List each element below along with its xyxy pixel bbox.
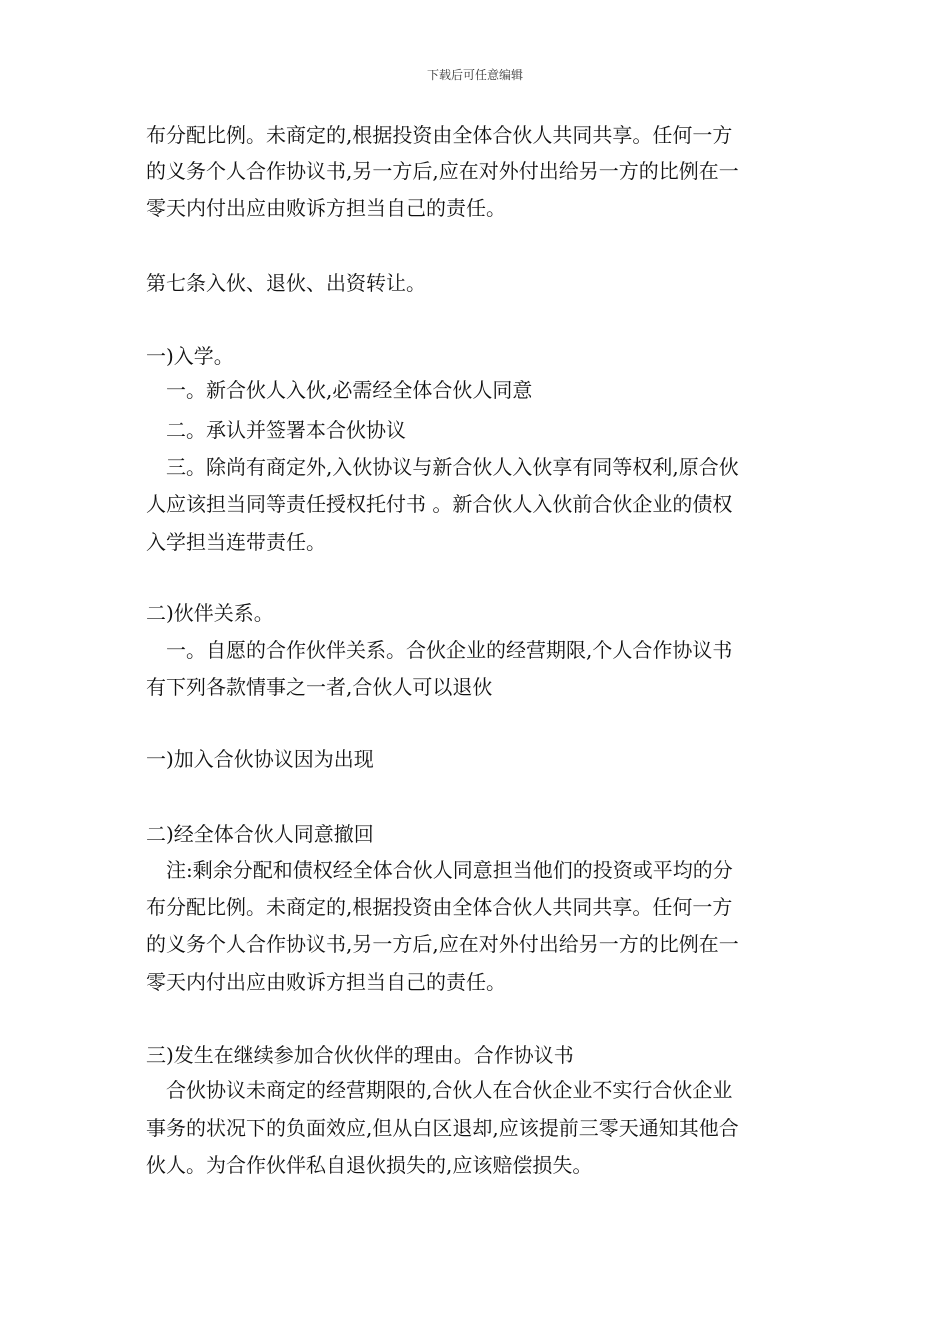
subsection-heading: 三)发生在继续参加合伙伙伴的理由。合作协议书 — [146, 1043, 574, 1067]
list-item: 一。自愿的合作伙伴关系。合伙企业的经营期限,个人合作协议书 — [166, 638, 733, 662]
note-line: 注:剩余分配和债权经全体合伙人同意担当他们的投资或平均的分 — [166, 858, 733, 882]
page-header: 下载后可任意编辑 — [426, 68, 523, 82]
paragraph-line: 布分配比例。未商定的,根据投资由全体合伙人共同共享。任何一方 — [146, 123, 733, 147]
paragraph-line: 的义务个人合作协议书,另一方后,应在对外付出给另一方的比例在一 — [146, 932, 739, 956]
section-heading: 第七条入伙、退伙、出资转让。 — [146, 271, 426, 295]
subsection-heading: 二)经全体合伙人同意撤回 — [146, 822, 374, 846]
list-item: 二。承认并签署本合伙协议 — [166, 418, 406, 442]
list-item: 三。除尚有商定外,入伙协议与新合伙人入伙享有同等权利,原合伙 — [166, 455, 739, 479]
paragraph-line: 零天内付出应由败诉方担当自己的责任。 — [146, 970, 506, 994]
subsection-heading: 二)伙伴关系。 — [146, 601, 274, 625]
paragraph-line: 有下列各款情事之一者,合伙人可以退伙 — [146, 675, 493, 699]
paragraph-line: 零天内付出应由败诉方担当自己的责任。 — [146, 196, 506, 220]
paragraph-line: 布分配比例。未商定的,根据投资由全体合伙人共同共享。任何一方 — [146, 895, 733, 919]
list-item: 一。新合伙人入伙,必需经全体合伙人同意 — [166, 378, 533, 402]
subsection-heading: 一)入学。 — [146, 344, 234, 368]
paragraph-line: 人应该担当同等责任授权托付书 。新合伙人入伙前合伙企业的债权 — [146, 492, 733, 516]
paragraph-line: 事务的状况下的负面效应,但从白区退却,应该提前三零天通知其他合 — [146, 1116, 739, 1140]
paragraph-line: 入学担当连带责任。 — [146, 530, 326, 554]
paragraph-line: 的义务个人合作协议书,另一方后,应在对外付出给另一方的比例在一 — [146, 159, 739, 183]
paragraph-line: 合伙协议未商定的经营期限的,合伙人在合伙企业不实行合伙企业 — [166, 1078, 733, 1102]
paragraph-line: 伙人。为合作伙伴私自退伙损失的,应该赔偿损失。 — [146, 1153, 593, 1177]
subsection-heading: 一)加入合伙协议因为出现 — [146, 747, 374, 771]
